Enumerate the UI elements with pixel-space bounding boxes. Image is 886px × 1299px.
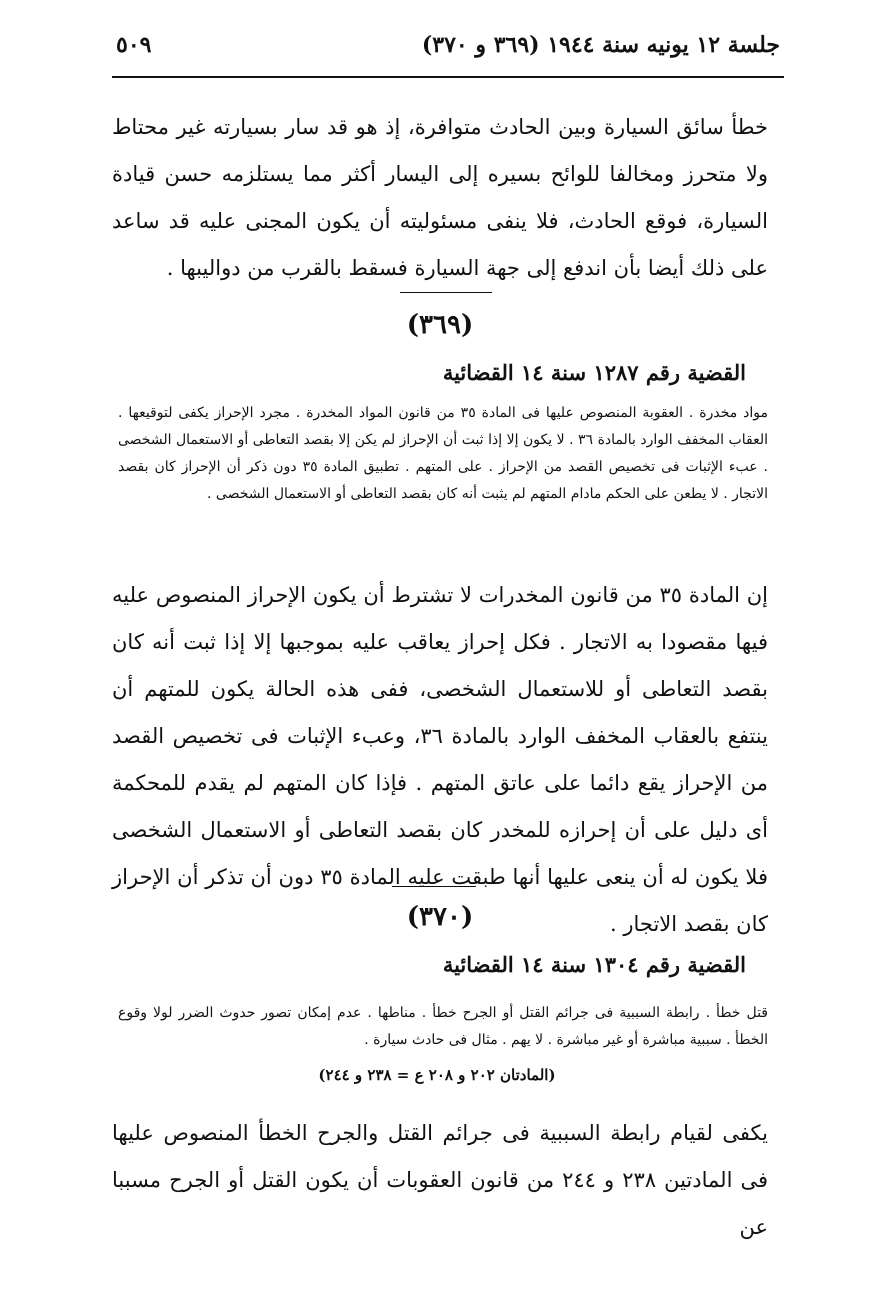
- section-separator: [400, 292, 492, 293]
- continuation-paragraph: خطأ سائق السيارة وبين الحادث متوافرة، إذ هو قد سار بسيارته غير محتاط ولا متحرز ومخالفا للوائح بسيره إلى اليسار أكثر مما يستلزمه حسن قيادة السيارة، فوقع الحادث، فلا ينفى مسئوليته أن يكون المجنى عليه قد ساعد على ذلك أيضا بأن اندفع إلى جهة السيارة فسقط بالقرب من دواليبها .: [112, 115, 768, 280]
- case-title-370: القضية رقم ١٣٠٤ سنة ١٤ القضائية: [442, 952, 746, 977]
- page-number: ٥٠٩: [116, 32, 152, 58]
- headnote-369: مواد مخدرة . العقوبة المنصوص عليها فى المادة ٣٥ من قانون المواد المخدرة . مجرد الإحراز يكفى لتوقيعها . العقاب المخفف الوارد بالمادة ٣٦ . لا يكون إلا إذا ثبت أن الإحراز لم يكن إلا بقصد التعاطى أو الاستعمال الشخصى . عبء الإثبات فى تخصيص القصد من الإحراز . على المتهم . تطبيق المادة ٣٥ دون ذكر أن الإحراز كان بقصد الاتجار . لا يطعن على الحكم مادام المتهم لم يثبت أنه كان بقصد التعاطى أو الاستعمال الشخصى .: [118, 405, 768, 502]
- section-separator: [392, 886, 476, 887]
- ruling-number-369: (٣٦٩): [406, 310, 474, 340]
- headnote-370: قتل خطأ . رابطة السببية فى جرائم القتل أو الجرح خطأ . مناطها . عدم إمكان تصور حدوث الضرر لولا وقوع الخطأ . سببية مباشرة أو غير مباشرة . لا يهم . مثال فى حادث سيارة .: [118, 1005, 768, 1048]
- ruling-number-370: (٣٧٠): [406, 902, 474, 932]
- legal-references-370: (المادتان ٢٠٢ و ٢٠٨ ع = ٢٣٨ و ٢٤٤): [318, 1066, 556, 1084]
- case-title-369: القضية رقم ١٢٨٧ سنة ١٤ القضائية: [442, 360, 746, 385]
- ruling-body-369: إن المادة ٣٥ من قانون المخدرات لا تشترط أن يكون الإحراز المنصوص عليه فيها مقصودا به الاتجار . فكل إحراز يعاقب عليه بموجبها إلا إذا ثبت أنه كان بقصد التعاطى أو للاستعمال الشخصى، ففى هذه الحالة يكون للمتهم أن ينتفع بالعقاب المخفف الوارد بالمادة ٣٦، وعبء الإثبات فى تخصيص القصد من الإحراز يقع دائما على عاتق المتهم . فإذا كان المتهم لم يقدم للمحكمة أى دليل على أن إحرازه للمخدر كان بقصد التعاطى أو الاستعمال الشخصى فلا يكون له أن ينعى عليها أنها طبقت عليه المادة ٣٥ دون أن تذكر أن الإحراز كان بقصد الاتجار .: [112, 583, 768, 936]
- running-title: جلسة ١٢ يونيه سنة ١٩٤٤ (٣٦٩ و ٣٧٠): [421, 32, 780, 58]
- ruling-body-370: يكفى لقيام رابطة السببية فى جرائم القتل والجرح الخطأ المنصوص عليها فى المادتين ٢٣٨ و ٢٤٤ من قانون العقوبات أن يكون القتل أو الجرح مسببا عن: [112, 1121, 768, 1239]
- page-header: [112, 28, 784, 68]
- header-rule: [112, 76, 784, 78]
